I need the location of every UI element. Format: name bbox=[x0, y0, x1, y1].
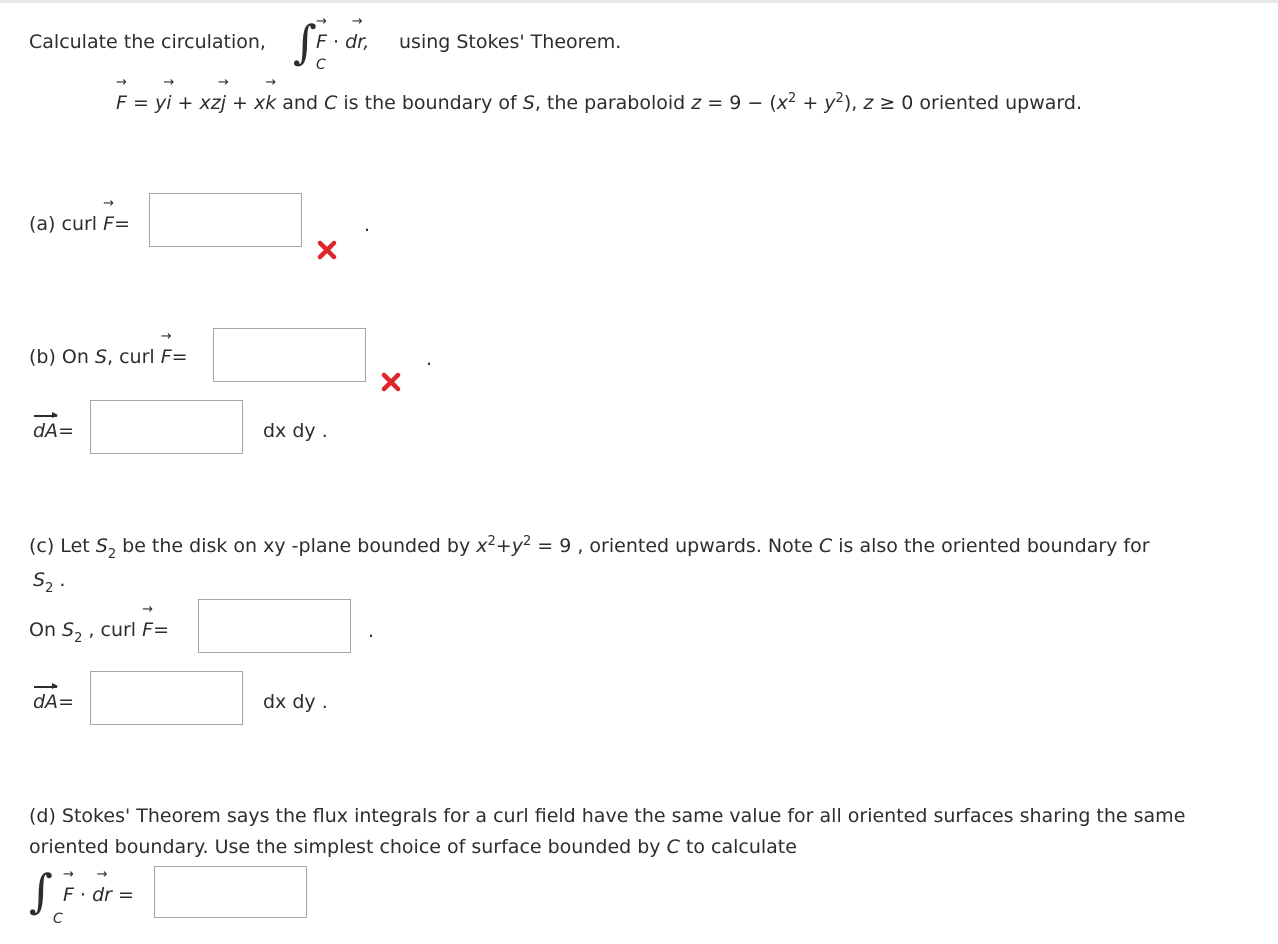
curl-f-on-s-input[interactable] bbox=[213, 328, 366, 382]
part-c-da-label: dA= bbox=[33, 691, 74, 713]
vector-field-definition: → F = y→ i + xz→ j + x→ k and C is the boundary of S, the paraboloid $z = 9 - (x^2 + y^2)$, z ≥ 0 oriented upward. bbox=[116, 91, 1082, 115]
da-input[interactable] bbox=[90, 400, 243, 454]
integral-sign: ∫ bbox=[293, 15, 317, 69]
top-divider bbox=[0, 0, 1278, 3]
curl-f-input[interactable] bbox=[149, 193, 302, 247]
da-s2-input[interactable] bbox=[90, 671, 243, 725]
part-b-period: . bbox=[426, 348, 433, 370]
intro-text-after: using Stokes' Theorem. bbox=[399, 31, 622, 53]
intro-integrand: → F · → dr, bbox=[316, 30, 369, 54]
incorrect-x-icon bbox=[380, 371, 402, 393]
integral-path-label: C bbox=[316, 57, 326, 73]
part-c-on-s2-label: On $S_2$ , curl → F= bbox=[29, 618, 169, 642]
part-c-line1: (c) Let $S_2$ be the disk on xy -plane bounded by $x^2+y^2 = 9$ , oriented upwards. Note C is also the oriented boundary for bbox=[29, 534, 1150, 562]
part-a-label: (a) curl → F= bbox=[29, 212, 130, 236]
part-d-integrand: → F · → dr = bbox=[63, 883, 134, 907]
part-c-line2: $S_2$ . bbox=[33, 569, 66, 596]
part-a-period: . bbox=[364, 214, 371, 236]
integral-sign: ∫ bbox=[29, 864, 53, 918]
part-b-da-label: dA= bbox=[33, 420, 74, 442]
circulation-input[interactable] bbox=[154, 866, 307, 918]
part-b-label: (b) On S, curl → F= bbox=[29, 345, 188, 369]
part-c-period: . bbox=[368, 620, 375, 642]
curl-f-on-s2-input[interactable] bbox=[198, 599, 351, 653]
part-b-dxdy: dx dy . bbox=[263, 420, 328, 442]
part-c-dxdy: dx dy . bbox=[263, 691, 328, 713]
part-d-line1: (d) Stokes' Theorem says the flux integrals for a curl field have the same value for all oriented surfaces sharing the same bbox=[29, 805, 1186, 827]
incorrect-x-icon bbox=[316, 239, 338, 261]
part-d-line2: oriented boundary. Use the simplest choice of surface bounded by C to calculate bbox=[29, 836, 797, 858]
intro-text-before: Calculate the circulation, bbox=[29, 31, 266, 53]
integral-path-label: C bbox=[53, 911, 63, 927]
